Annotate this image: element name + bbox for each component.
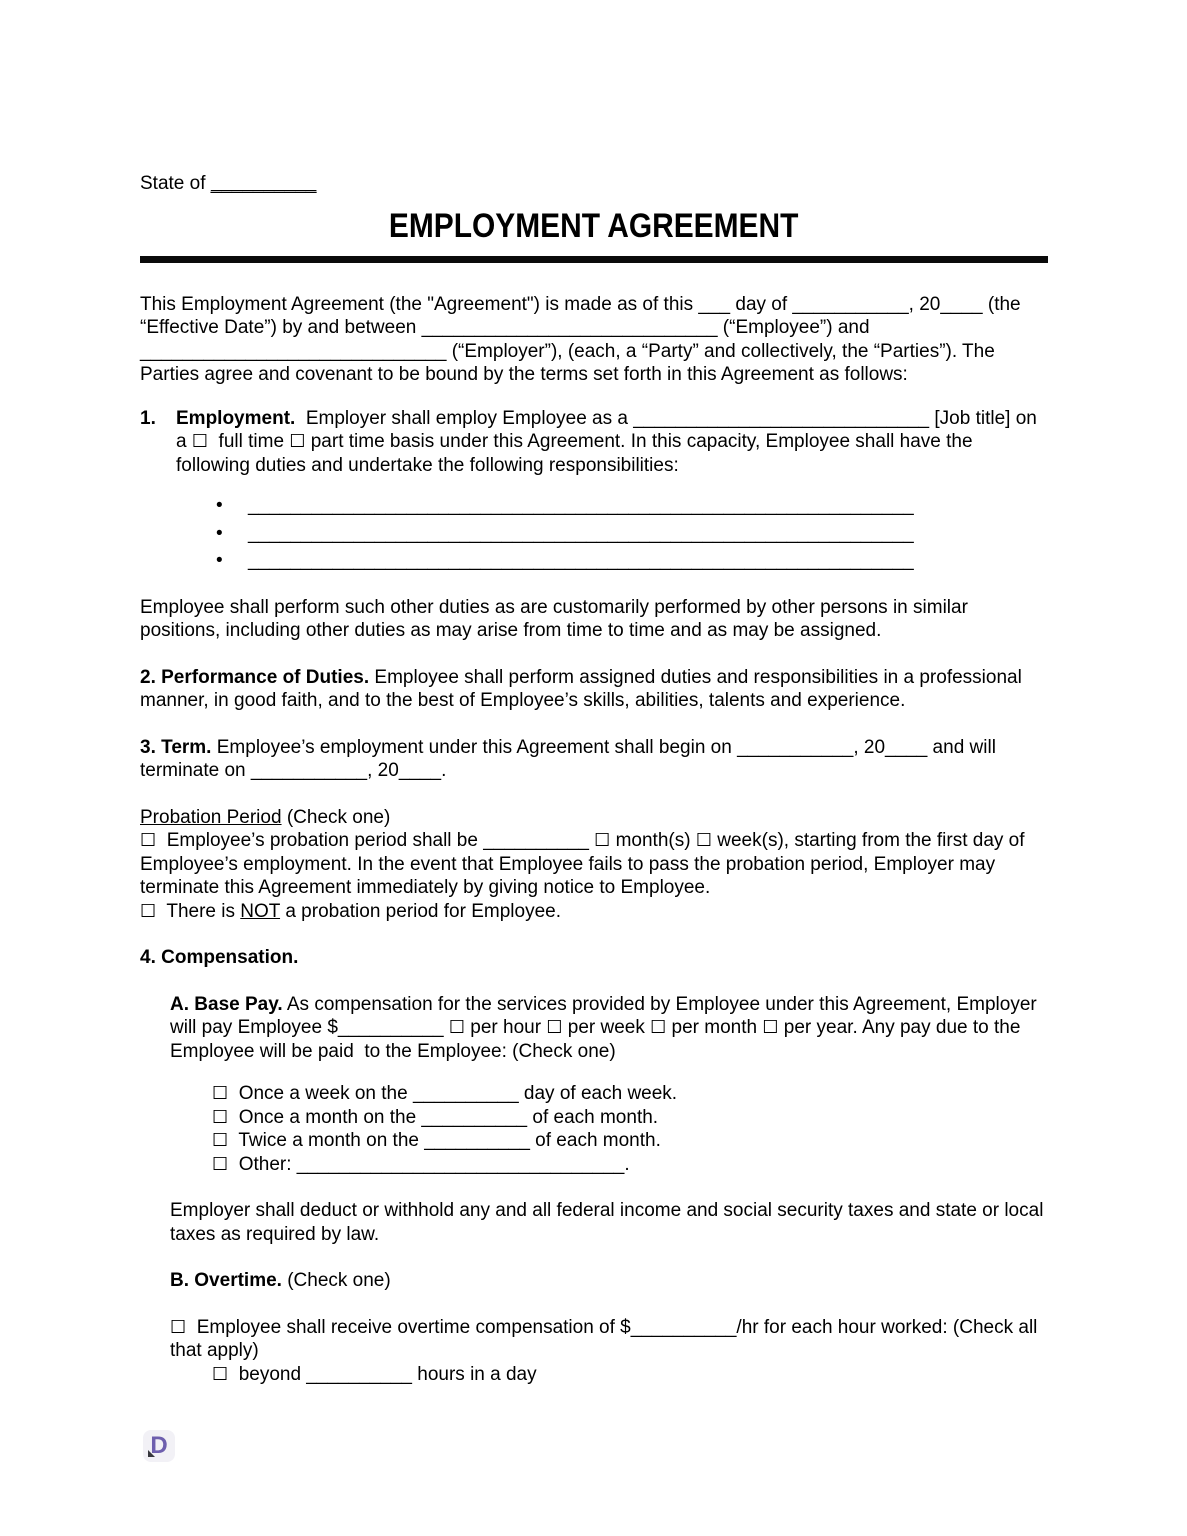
duty-blank-line-1 [140,494,1048,518]
checkbox-icon[interactable]: ☐ [212,1153,229,1175]
overtime-beyond-day [140,1363,1048,1387]
text-run: Once a month on the __________ of each month. [228,1106,659,1128]
base-pay-paragraph [140,993,1048,1064]
text-run: Employee’s probation period shall be __________ [156,830,595,851]
probation-option-1 [140,829,1048,900]
logo-corner-mark [148,1450,155,1457]
section-number: 1. [140,407,156,429]
checkbox-icon[interactable]: ☐ [140,900,157,922]
section-1-employment [140,407,1048,478]
text-run: Other: _______________________________. [228,1153,630,1175]
section-4-compensation [140,946,1048,970]
pay-option-twice-monthly [140,1129,1048,1153]
text-run: per week [562,1017,651,1038]
duty-blank-line-3 [140,549,1048,573]
text-run: (Check one) [281,1270,391,1291]
checkbox-icon[interactable]: ☐ [650,1017,667,1038]
overtime-option [140,1316,1048,1363]
text-run: Employee shall perform assigned duties and responsibilities in a professional manner, in good faith, and to the best of Employee’s skills, abilities, talents and experience. [140,666,1028,711]
text-run: There is [156,900,241,922]
text-run: Twice a month on the __________ of each month. [228,1130,661,1151]
text-run: 3. Term. [140,736,212,758]
probation-option-2 [140,900,1048,924]
text-run: NOT [240,900,281,922]
text-run: This Employment Agreement (the "Agreement") is made as of this ___ day of ___________, 20____ (the “Effective Date”) by and between ____________________________ (“Employee”) and _____________________________ (“Employer”), (each, a “Party” and collectively, the “Parties”). The Parties agree and covenant to be bound by the terms set forth in this Agreement as follows: [140,293,1026,385]
probation-heading [140,806,1048,830]
text-run: A. Base Pay. [170,993,283,1015]
text-run: Employee shall receive overtime compensation of $__________/hr for each hour worked: (Check all that apply) [170,1316,1043,1361]
text-run: _______________________________________________________________ [248,495,914,516]
state-of-line [140,172,1048,196]
checkbox-icon[interactable]: ☐ [212,1106,229,1128]
text-run: per hour [465,1017,547,1038]
bullet-icon: • [216,550,223,571]
checkbox-icon[interactable]: ☐ [695,830,712,851]
checkbox-icon[interactable]: ☐ [448,1017,465,1038]
brand-logo-letter: D [150,1432,168,1459]
text-run: full time [208,431,290,452]
pay-option-weekly [140,1082,1048,1106]
document-title-text: EMPLOYMENT AGREEMENT [389,206,799,245]
text-run: per month [666,1017,763,1038]
text-run: B. Overtime. [170,1270,282,1291]
section-3-term [140,736,1048,783]
checkbox-icon[interactable]: ☐ [212,1130,229,1151]
brand-logo [143,1430,175,1462]
checkbox-icon[interactable]: ☐ [762,1017,779,1038]
state-of-blank: __________ [210,173,317,194]
checkbox-icon[interactable]: ☐ [212,1363,229,1385]
checkbox-icon[interactable]: ☐ [212,1083,229,1104]
text-run: Once a week on the __________ day of each week. [228,1083,678,1104]
text-run: Employer shall employ Employee as a ____________________________ [Job title] on a [176,407,1043,452]
intro-paragraph [140,293,1048,387]
text-run: 4. Compensation. [140,947,299,968]
text-run: 2. Performance of Duties. [140,666,370,688]
section-2-performance [140,666,1048,713]
overtime-heading [140,1269,1048,1293]
text-run: week(s), starting from the first day of Employee’s employment. In the event that Employee fails to pass the probation period, Employer may terminate this Agreement immediately by giving notice to Employee. [140,830,1030,898]
bullet-icon: • [216,495,223,516]
text-run: a probation period for Employee. [280,900,561,922]
checkbox-icon[interactable]: ☐ [289,431,306,452]
text-run: Employer shall deduct or withhold any and all federal income and social security taxes and state or local taxes as required by law. [170,1200,1049,1245]
checkbox-icon[interactable]: ☐ [140,830,157,851]
text-run: month(s) [610,830,696,851]
title-rule [140,256,1048,263]
text-run: Employment. [176,407,296,429]
text-run: _______________________________________________________________ [248,550,914,571]
text-run: (Check one) [281,806,391,828]
text-run: beyond __________ hours in a day [228,1363,537,1385]
pay-option-other [140,1153,1048,1177]
text-run: Employee’s employment under this Agreement shall begin on ___________, 20____ and will terminate on ___________, 20____. [140,736,1002,781]
checkbox-icon[interactable]: ☐ [546,1017,563,1038]
state-of-label: State of [140,173,211,194]
pay-option-monthly [140,1106,1048,1130]
tax-withholding-paragraph [140,1199,1048,1246]
other-duties-paragraph [140,596,1048,643]
text-run: part time basis under this Agreement. In this capacity, Employee shall have the following duties and undertake the following responsibilities: [176,431,978,476]
text-run: per year. Any pay due to the Employee will be paid to the Employee: (Check one) [170,1017,1026,1062]
document-title [140,208,1048,250]
duty-blank-line-2 [140,522,1048,546]
checkbox-icon[interactable]: ☐ [594,830,611,851]
checkbox-icon[interactable]: ☐ [191,431,208,452]
checkbox-icon[interactable]: ☐ [170,1316,187,1338]
bullet-icon: • [216,522,223,544]
text-run: Probation Period [140,806,282,828]
text-run: Employee shall perform such other duties as are customarily performed by other persons in similar positions, including other duties as may arise from time to time and as may be assigned. [140,596,974,641]
text-run: As compensation for the services provided by Employee under this Agreement, Employer will pay Employee $__________ [170,993,1042,1038]
text-run: _______________________________________________________________ [248,522,914,544]
document-body [140,293,1048,1387]
